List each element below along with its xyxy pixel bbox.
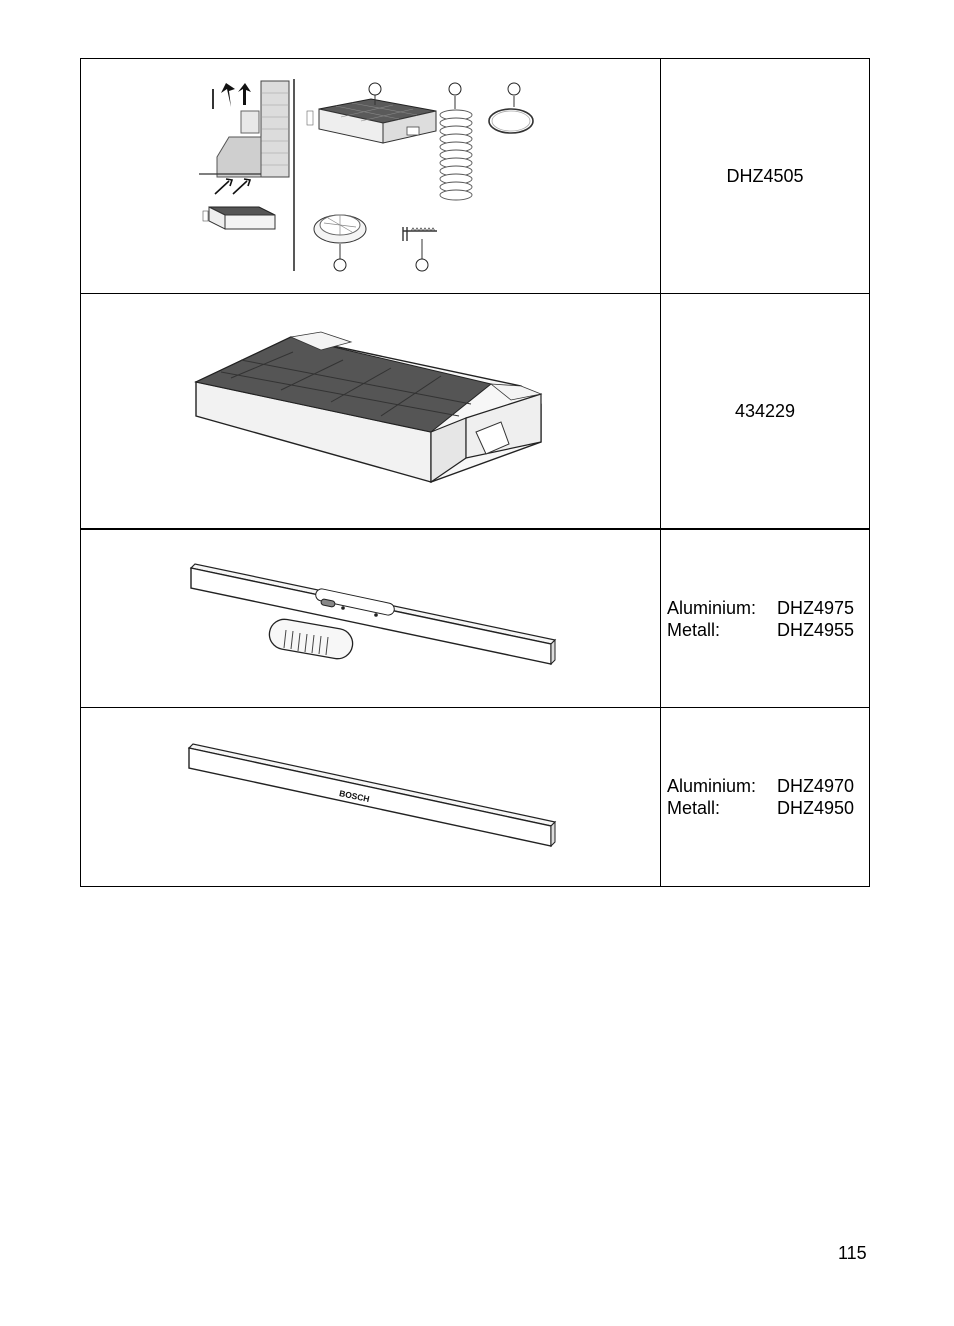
carbon-filter-illustration: [81, 294, 661, 528]
table-row: [81, 708, 869, 886]
variant-code: DHZ4970: [777, 776, 855, 796]
variant-code: DHZ4955: [777, 619, 855, 640]
product-code: DHZ4505: [726, 165, 804, 186]
handle-bar-illustration: [81, 708, 661, 886]
table-row: [81, 530, 869, 708]
variant-label: Metall:: [667, 619, 721, 640]
variant-list: [667, 775, 854, 819]
table-row: [81, 59, 869, 294]
product-code: 434229: [734, 400, 796, 421]
bosch-logo-text: BOSCH: [338, 787, 371, 805]
product-code-cell: [661, 708, 869, 886]
variant-label: Aluminium:: [667, 597, 757, 618]
variant-label: Aluminium:: [667, 776, 757, 796]
variant-code: DHZ4950: [777, 798, 855, 818]
variant-list: [667, 597, 854, 641]
variant-label: Metall:: [667, 798, 721, 818]
product-code-cell: [661, 530, 869, 707]
table-row: [81, 294, 869, 530]
accessories-table: [80, 58, 870, 887]
recirculation-kit-illustration: [81, 59, 661, 293]
page-number: 115: [838, 1243, 867, 1263]
variant-code: DHZ4975: [777, 597, 855, 618]
handle-bar-with-light-illustration: [81, 530, 661, 707]
